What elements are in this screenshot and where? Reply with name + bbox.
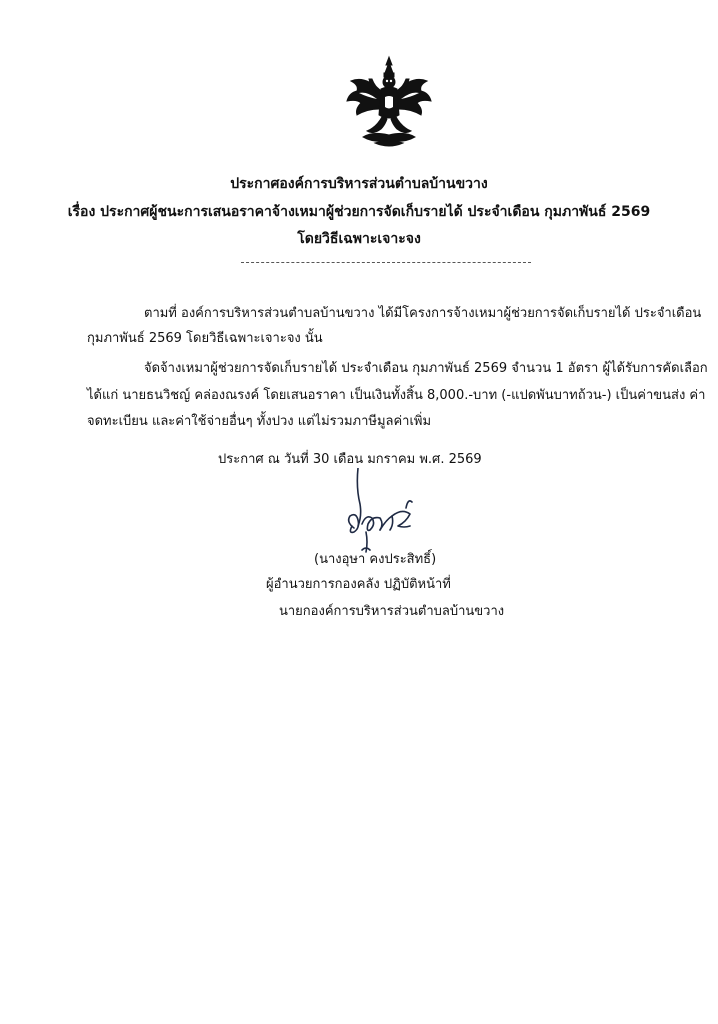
announcement-subject: เรื่อง ประกาศผู้ชนะการเสนอราคาจ้างเหมาผู้ช่วยการจัดเก็บรายได้ ประจำเดือน กุมภาพันธ์ 2569: [67, 204, 651, 220]
dashed-divider: [241, 262, 531, 263]
paragraph-2-line-3: จดทะเบียน และค่าใช้จ่ายอื่นๆ ทั้งปวง แต่ไม่รวมภาษีมูลค่าเพิ่ม: [87, 414, 432, 429]
paragraph-2-line-1: จัดจ้างเหมาผู้ช่วยการจัดเก็บรายได้ ประจำเดือน กุมภาพันธ์ 2569 จำนวน 1 อัตรา ผู้ได้รับการคัดเลือก: [144, 361, 708, 376]
paragraph-1-line-2: กุมภาพันธ์ 2569 โดยวิธีเฉพาะเจาะจง นั้น: [87, 331, 323, 346]
announcement-title: ประกาศองค์การบริหารส่วนตำบลบ้านขวาง: [230, 176, 488, 192]
signatory-name: (นางอุษา คงประสิทธิ์): [314, 552, 437, 567]
paragraph-2-line-2: ได้แก่ นายธนวิชญ์ คล่องณรงค์ โดยเสนอราคา เป็นเงินทั้งสิ้น 8,000.-บาท (-แปดพันบาทถ้วน-) เป็นค่าขนส่ง ค่า: [87, 388, 706, 403]
signatory-acting-position: นายกองค์การบริหารส่วนตำบลบ้านขวาง: [279, 604, 505, 619]
paragraph-1-line-1: ตามที่ องค์การบริหารส่วนตำบลบ้านขวาง ได้มีโครงการจ้างเหมาผู้ช่วยการจัดเก็บรายได้ ประจำเดือน: [144, 306, 702, 321]
announcement-date: ประกาศ ณ วันที่ 30 เดือน มกราคม พ.ศ. 2569: [218, 452, 482, 467]
handwritten-signature: [322, 468, 432, 556]
garuda-emblem-icon: [343, 55, 435, 151]
procurement-method: โดยวิธีเฉพาะเจาะจง: [297, 231, 421, 247]
signatory-position: ผู้อำนวยการกองคลัง ปฏิบัติหน้าที่: [266, 577, 451, 592]
